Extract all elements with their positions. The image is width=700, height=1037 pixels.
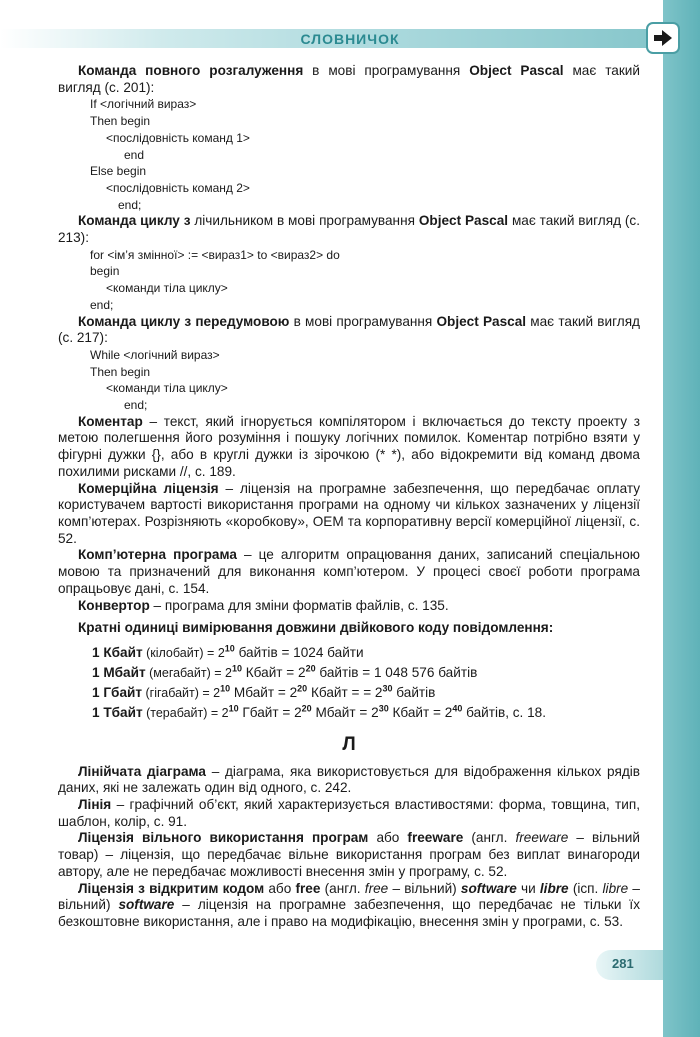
page-title: СЛОВНИЧОК: [300, 31, 400, 47]
code-line: Then begin: [90, 364, 151, 379]
code-line: Then begin: [90, 114, 151, 129]
code-line: end;: [90, 297, 114, 312]
code-line: If <логічний вираз>: [90, 97, 197, 112]
code-line: While <логічний вираз>: [90, 347, 220, 362]
code-line: begin: [90, 264, 120, 279]
units-list: [92, 643, 640, 723]
code-line: end;: [118, 197, 142, 212]
code-line: <послідовність команд 2>: [106, 180, 250, 195]
entry-comment: Коментар – текст, який ігнорується компілятором і включається до тексту проекту з метою полегшення його розуміння і пошуку логічних помилок. Коментар потрібно взяти у фігурні дужки {}, або в круглі дужки із зірочкою (* *), або відокремити від команд двома похилими рисками //, с. 189.: [58, 413, 640, 479]
code-line: <команди тіла циклу>: [106, 381, 228, 396]
code-line: Else begin: [90, 164, 147, 179]
next-page-button[interactable]: [646, 22, 680, 54]
unit-row: 1 Мбайт (мегабайт) = $2^{10}$ Кбайт = $2^{20}$ байтів = 1 048 576 байтів: [92, 663, 478, 680]
section-letter: Л: [342, 733, 356, 755]
entry-converter: Конвертор – програма для зміни форматів файлів, с. 135.: [78, 597, 449, 613]
unit-row: 1 Гбайт (гігабайт) = $2^{10}$ Мбайт = $2^{20}$ Кбайт = = $2^{30}$ байтів: [92, 683, 436, 700]
glossary-content: [58, 63, 640, 931]
arrow-right-icon: [653, 29, 673, 47]
entry-computer-program: Комп’ютерна програма – це алгоритм опрацювання даних, записаний спеціальною мовою та призначений для виконання комп’ютером. У процесі своєї роботи програма опрацьовує дані, с. 154.: [58, 547, 640, 596]
code-line: <команди тіла циклу>: [106, 281, 228, 296]
entry-bar-chart: Лінійчата діаграма – діаграма, яка використовується для відображення кількох рядів даних, які не залежать один від одного, с. 242.: [58, 763, 640, 796]
entry-commercial-license: Комерційна ліцензія – ліцензія на програмне забезпечення, що передбачає оплату користувачем вартості використання програми на одному чи кількох зазначених у ліцензії комп’ютерах. Розрізняють «коробкову», OEM та корпоративну версії комерційної ліцензії, с. 52.: [58, 480, 641, 546]
entry-open-source: Ліцензія з відкритим кодом або free (англ. free – вільний) software чи libre (ісп. libre – вільний) software – ліцензія на програмне забезпечення, що передбачає не тільки їх безкоштовне використання, але і право на модифікацію, внесення змін у програми, с. 53.: [58, 880, 640, 929]
entry-precondition-loop: Команда циклу з передумовою в мові програмування Object Pascal має такий вигляд (с. 217):: [58, 313, 640, 346]
entry-full-branch: Команда повного розгалуження в мові програмування Object Pascal має такий вигляд (с. 201):: [58, 63, 640, 95]
code-line: end;: [124, 398, 148, 413]
code-line: for <ім’я змінної> := <вираз1> to <вираз2> do: [90, 247, 340, 262]
entry-units-heading: Кратні одиниці вимірювання довжини двійкового коду повідомлення:: [78, 620, 554, 636]
entry-line: Лінія – графічний об’єкт, який характеризується властивостями: форма, товщина, тип, шаблон, колір, с. 91.: [58, 797, 640, 829]
unit-row: 1 Кбайт (кілобайт) = $2^{10}$ байтів = 1024 байти: [92, 643, 364, 660]
code-line: <послідовність команд 1>: [106, 130, 250, 145]
unit-row: 1 Тбайт (терабайт) = $2^{10}$ Гбайт = $2^{20}$ Мбайт = $2^{30}$ Кбайт = $2^{40}$ байтів, с. 18.: [92, 703, 547, 720]
entry-freeware: Ліцензія вільного використання програм або freeware (англ. freeware – вільний товар) – ліцензія, що передбачає вільне використання програм без виплат винагороди автору, але не передбачає можливості внесення змін у програму, с. 52.: [58, 830, 640, 879]
page-number: 281: [612, 956, 634, 971]
side-color-band: [663, 0, 700, 1037]
code-line: end: [124, 147, 145, 162]
entry-counter-loop: Команда циклу з лічильником в мові програмування Object Pascal має такий вигляд (с. 213):: [58, 213, 640, 246]
